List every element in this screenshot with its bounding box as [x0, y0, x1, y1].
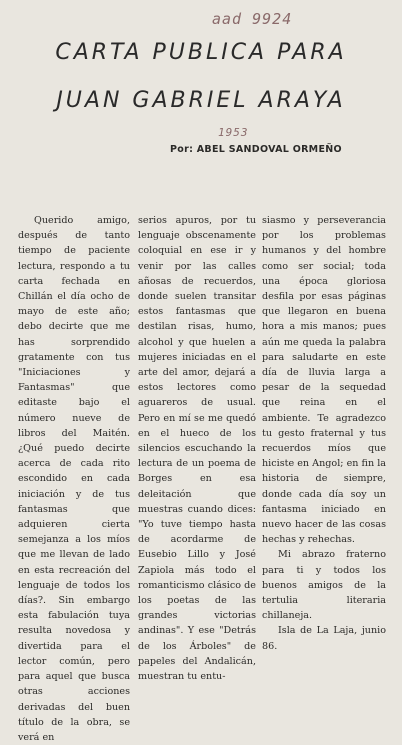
article-title-line-2: JUAN GABRIEL ARAYA [56, 88, 346, 113]
body-column-3 [262, 213, 386, 654]
paragraph: siasmo y perseverancia por los problemas humanos y del hombre como ser social; toda una época gloriosa desfila por esas páginas que llegaron en buena hora a mis manos; pues aún me queda la palabra para saludarte en este día de lluvia larga a pesar de la sequedad que reina en el ambiente. Te agradezco tu gesto fraternal y tus recuerdos míos que hiciste en Angol; en fin la historia de siempre, donde cada día soy un fantasma iniciado en nuevo hacer de las cosas hechas y rehechas. [262, 215, 386, 546]
manuscript-catalog-number: aad 9924 [212, 10, 293, 28]
place-date: Isla de La Laja, junio 86. [262, 625, 386, 652]
manuscript-year-note: 1953 [218, 126, 249, 139]
article-title-line-1: CARTA PUBLICA PARA [55, 40, 347, 65]
paragraph: Mi abrazo fraterno para ti y todos los buenos amigos de la tertulia literaria chillaneja. [262, 549, 386, 622]
paragraph: Querido amigo, después de tanto tiempo de paciente lectura, respondo a tu carta fechada en Chillán el día ocho de mayo de este año; debo decirte que me has sorprendido gratamente con tus "Iniciaciones y Fantasmas" que editaste bajo el número nueve de libros del Maitén. ¿Qué puedo decirte acerca de cada rito escondido en cada iniciación y de tus fantasmas que adquieren cierta semejanza a los míos que me llevan de lado en esta recreación del lenguaje de todos los días?. Sin embargo esta fabulación tuya resulta novedosa y divertida para el lector común, pero para aquel que busca otras acciones derivadas del buen título de la obra, se verá en [18, 215, 130, 743]
body-column-2 [138, 213, 256, 684]
body-column-1 [18, 213, 130, 745]
byline: Por: ABEL SANDOVAL ORMEÑO [170, 144, 342, 155]
paragraph: serios apuros, por tu lenguaje obscenamente coloquial en ese ir y venir por las calles añosas de recuerdos, donde suelen transitar estos fantasmas que destilan risas, humo, alcohol y que huelen a mujeres iniciadas en el arte del amor, dejará a estos lectores como aguareros de usual. Pero en mí se me quedó en el hueco de los silencios escuchando la lectura de un poema de Borges en esa deleitación que muestras cuando dices: "Yo tuve tiempo hasta de acordarme de Eusebio Lillo y José Zapiola más todo el romanticismo clásico de los poetas de las grandes victorias andinas". Y ese "Detrás de los Árboles" de papeles del Andalicán, muestran tu entu- [138, 215, 256, 683]
